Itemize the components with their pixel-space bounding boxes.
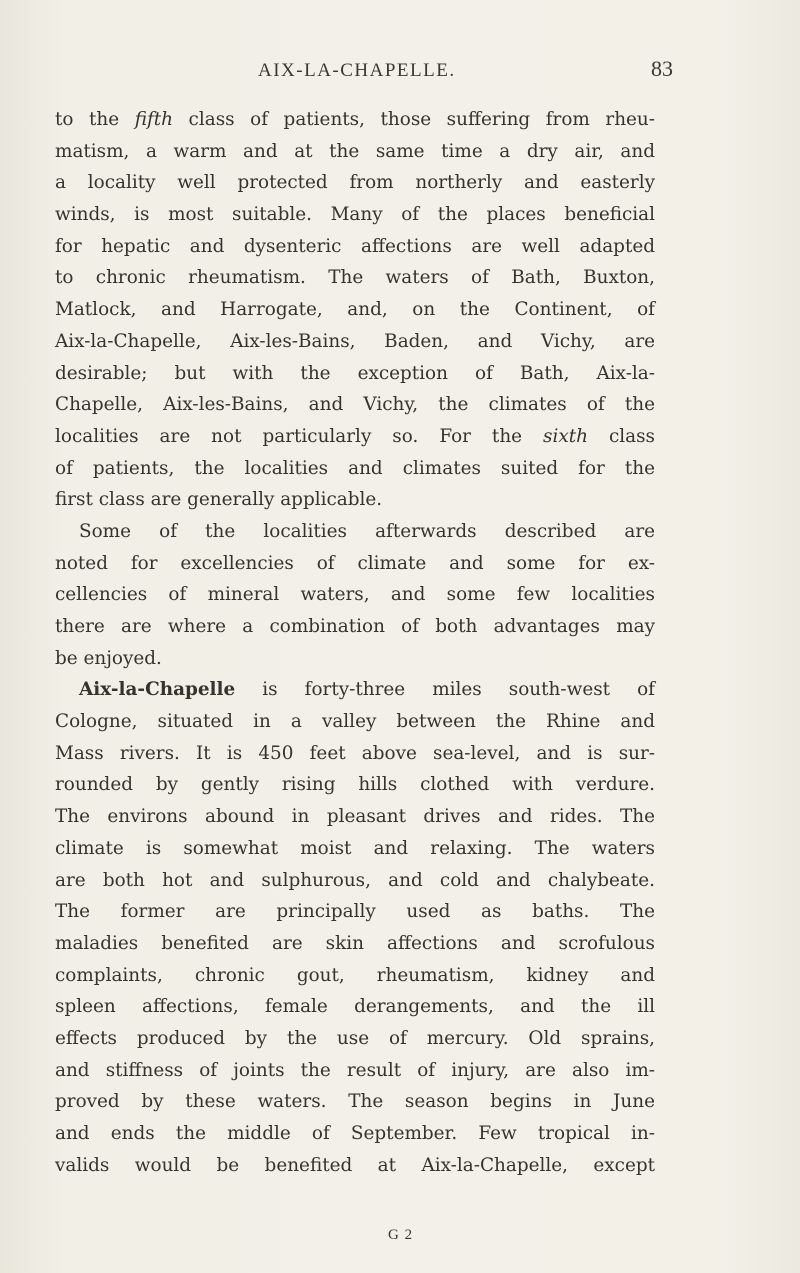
page-number: 83 [651, 56, 673, 81]
text-line: Chapelle, Aix-les-Bains, and Vichy, the climates of the [55, 394, 655, 416]
text-line: spleen affections, female derangements, and the ill [55, 996, 655, 1018]
text-line: proved by these waters. The season begins in June [55, 1091, 655, 1113]
text-line [55, 674, 655, 706]
text-run: class of patients, those suffering from rheu- [173, 109, 655, 130]
text-line: desirable; but with the exception of Bath, Aix-la- [55, 362, 655, 384]
place-name-heading: Aix-la-Chapelle [79, 679, 236, 701]
text-line: The former are principally used as baths. The [55, 901, 655, 923]
text-run: is forty-three miles south-west of [235, 679, 655, 701]
text-line: be enjoyed. [55, 647, 162, 669]
italic-text: sixth [543, 425, 588, 447]
italic-text: fifth [134, 109, 173, 130]
text-line: noted for excellencies of climate and some for ex- [55, 552, 655, 574]
text-line: Aix-la-Chapelle, Aix-les-Bains, Baden, and Vichy, are [55, 330, 655, 352]
page-header [0, 56, 800, 86]
text-line: cellencies of mineral waters, and some few localities [55, 584, 655, 606]
text-line: climate is somewhat moist and relaxing. The waters [55, 837, 655, 859]
signature-mark: G 2 [388, 1227, 414, 1243]
text-line: and ends the middle of September. Few tropical in- [55, 1123, 655, 1144]
text-line: are both hot and sulphurous, and cold and chalybeate. [55, 869, 655, 891]
text-line: complaints, chronic gout, rheumatism, kidney and [55, 964, 655, 986]
text-line [55, 421, 655, 453]
text-line: and stiffness of joints the result of injury, are also im- [55, 1059, 655, 1081]
text-line: valids would be benefited at Aix-la-Chapelle, except [55, 1154, 655, 1176]
text-line: first class are generally applicable. [55, 489, 383, 511]
text-line: Mass rivers. It is 450 feet above sea-level, and is sur- [55, 742, 655, 764]
text-line: Matlock, and Harrogate, and, on the Continent, of [55, 299, 655, 321]
text-line: of patients, the localities and climates suited for the [55, 457, 655, 479]
text-run: to the [55, 109, 135, 130]
text-line: The environs abound in pleasant drives and rides. The [55, 806, 655, 828]
text-line: rounded by gently rising hills clothed with verdure. [55, 774, 655, 796]
text-line: maladies benefited are skin affections and scrofulous [55, 932, 655, 954]
text-run: class [587, 425, 655, 447]
text-line: effects produced by the use of mercury. Old sprains, [55, 1027, 655, 1049]
text-line: matism, a warm and at the same time a dry air, and [55, 140, 655, 162]
text-line: for hepatic and dysenteric affections are well adapted [55, 235, 655, 257]
text-line: Some of the localities afterwards described are [79, 520, 655, 542]
body-text [55, 104, 655, 1181]
text-line: Cologne, situated in a valley between the Rhine and [55, 711, 655, 733]
running-head: AIX-LA-CHAPELLE. [258, 60, 456, 81]
text-line: a locality well protected from northerly and easterly [55, 172, 655, 194]
text-line [55, 104, 655, 136]
text-line: there are where a combination of both advantages may [55, 616, 655, 637]
text-line: to chronic rheumatism. The waters of Bath, Buxton, [55, 267, 655, 289]
text-line: winds, is most suitable. Many of the places beneficial [55, 204, 655, 226]
text-run: localities are not particularly so. For the [55, 425, 544, 447]
